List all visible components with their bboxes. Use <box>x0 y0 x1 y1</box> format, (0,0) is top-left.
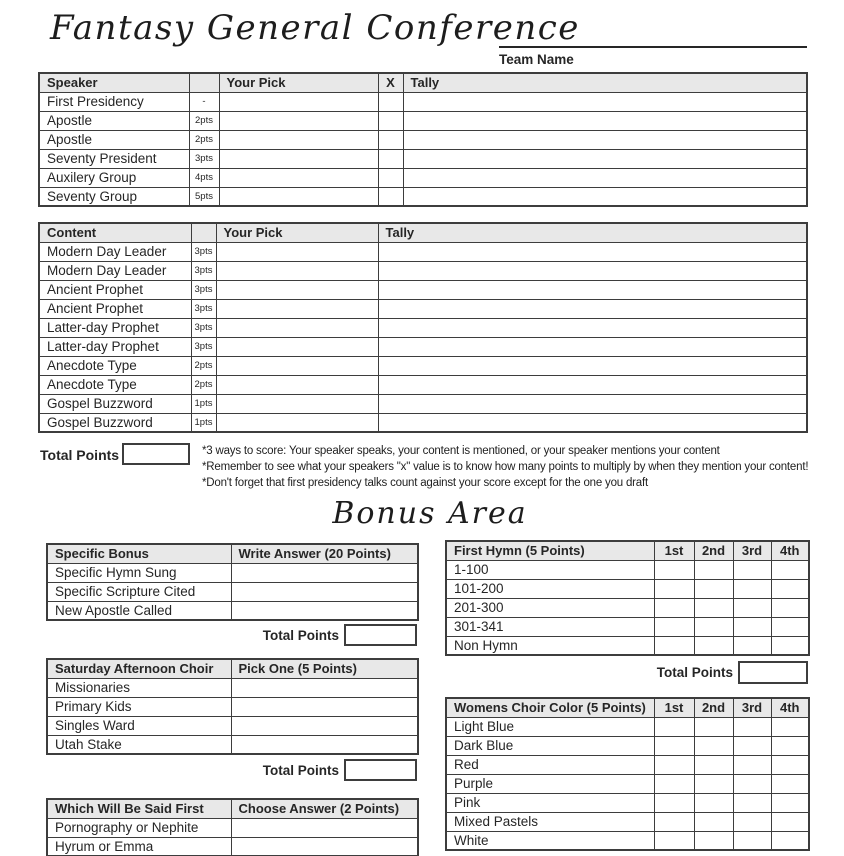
place-cell[interactable] <box>694 793 733 812</box>
speaker-column-header: Speaker <box>39 73 189 92</box>
table-row <box>39 280 807 299</box>
points-value: 3pts <box>191 318 216 337</box>
place-cell[interactable] <box>771 812 809 831</box>
table-row <box>39 394 807 413</box>
your-pick-column-header: Your Pick <box>216 223 378 242</box>
choir-option-label: Utah Stake <box>47 735 231 754</box>
saturday-choir-total-row <box>46 759 417 781</box>
total-points-label: Total Points <box>656 665 733 680</box>
choose-answer-header: Choose Answer (2 Points) <box>231 799 418 818</box>
place-cell[interactable] <box>694 831 733 850</box>
table-row <box>446 736 809 755</box>
scoring-notes <box>202 445 822 493</box>
tally-cell[interactable] <box>403 149 807 168</box>
content-label: Modern Day Leader <box>39 261 191 280</box>
table-row <box>39 111 807 130</box>
answer-cell[interactable] <box>231 601 418 620</box>
content-label: Ancient Prophet <box>39 299 191 318</box>
answer-cell[interactable] <box>231 735 418 754</box>
hymn-range-label: Non Hymn <box>446 636 654 655</box>
answer-cell[interactable] <box>231 697 418 716</box>
table-row <box>47 582 418 601</box>
your-pick-cell[interactable] <box>219 130 378 149</box>
choir-option-label: Singles Ward <box>47 716 231 735</box>
answer-cell[interactable] <box>231 582 418 601</box>
said-first-option-label: Hyrum or Emma <box>47 837 231 856</box>
points-value: 4pts <box>189 168 219 187</box>
first-hymn-header: First Hymn (5 Points) <box>446 541 654 560</box>
content-label: Gospel Buzzword <box>39 413 191 432</box>
place-header-3rd: 3rd <box>733 698 771 717</box>
points-value: 3pts <box>191 280 216 299</box>
x-cell[interactable] <box>378 92 403 111</box>
table-row <box>446 617 809 636</box>
points-value: 1pts <box>191 413 216 432</box>
bonus-label: Specific Hymn Sung <box>47 563 231 582</box>
place-header-1st: 1st <box>654 541 694 560</box>
content-label: Modern Day Leader <box>39 242 191 261</box>
content-label: Latter-day Prophet <box>39 337 191 356</box>
place-cell[interactable] <box>733 774 771 793</box>
scoring-note: *Remember to see what your speakers "x" value is to know how many points to multiply by when they mention your content! <box>202 461 809 473</box>
answer-cell[interactable] <box>231 678 418 697</box>
table-row <box>39 337 807 356</box>
speaker-label: Seventy President <box>39 149 189 168</box>
place-cell[interactable] <box>733 736 771 755</box>
points-value: 2pts <box>189 130 219 149</box>
points-value: 3pts <box>191 242 216 261</box>
place-cell[interactable] <box>771 598 809 617</box>
table-row <box>446 812 809 831</box>
your-pick-cell[interactable] <box>219 187 378 206</box>
scoring-note: *Don't forget that first presidency talks count against your score except for the one you draft <box>202 477 648 489</box>
place-cell[interactable] <box>654 831 694 850</box>
speaker-label: First Presidency <box>39 92 189 111</box>
tally-column-header: Tally <box>378 223 807 242</box>
tally-cell[interactable] <box>403 130 807 149</box>
speaker-table <box>38 72 808 207</box>
tally-cell[interactable] <box>378 413 807 432</box>
table-row <box>39 242 807 261</box>
place-cell[interactable] <box>694 636 733 655</box>
place-cell[interactable] <box>694 560 733 579</box>
said-first-option-label: Pornography or Nephite <box>47 818 231 837</box>
place-cell[interactable] <box>771 831 809 850</box>
choir-color-label: Dark Blue <box>446 736 654 755</box>
your-pick-cell[interactable] <box>219 111 378 130</box>
table-row <box>39 375 807 394</box>
table-row <box>446 579 809 598</box>
choir-option-label: Missionaries <box>47 678 231 697</box>
table-row <box>39 149 807 168</box>
tally-cell[interactable] <box>378 337 807 356</box>
tally-cell[interactable] <box>378 356 807 375</box>
table-row <box>39 168 807 187</box>
bonus-label: New Apostle Called <box>47 601 231 620</box>
place-cell[interactable] <box>771 579 809 598</box>
place-cell[interactable] <box>733 812 771 831</box>
points-value: 1pts <box>191 394 216 413</box>
table-row <box>39 130 807 149</box>
hymn-range-label: 101-200 <box>446 579 654 598</box>
choir-color-label: Mixed Pastels <box>446 812 654 831</box>
first-hymn-header-row <box>446 541 809 560</box>
place-header-1st: 1st <box>654 698 694 717</box>
speaker-label: Apostle <box>39 130 189 149</box>
choir-color-label: White <box>446 831 654 850</box>
place-cell[interactable] <box>654 717 694 736</box>
content-column-header: Content <box>39 223 191 242</box>
specific-bonus-total-row <box>46 624 417 646</box>
your-pick-cell[interactable] <box>216 394 378 413</box>
place-cell[interactable] <box>733 598 771 617</box>
saturday-choir-table <box>46 658 419 755</box>
your-pick-cell[interactable] <box>216 318 378 337</box>
tally-cell[interactable] <box>403 92 807 111</box>
tally-cell[interactable] <box>403 168 807 187</box>
place-cell[interactable] <box>771 736 809 755</box>
table-row <box>39 261 807 280</box>
total-points-label: Total Points <box>262 762 339 778</box>
place-cell[interactable] <box>654 755 694 774</box>
points-value: 2pts <box>191 375 216 394</box>
table-row <box>47 735 418 754</box>
content-label: Gospel Buzzword <box>39 394 191 413</box>
table-row <box>39 413 807 432</box>
your-pick-cell[interactable] <box>216 299 378 318</box>
x-column-header: X <box>378 73 403 92</box>
points-value: 3pts <box>189 149 219 168</box>
place-header-4th: 4th <box>771 698 809 717</box>
place-cell[interactable] <box>733 717 771 736</box>
place-cell[interactable] <box>654 774 694 793</box>
your-pick-cell[interactable] <box>216 280 378 299</box>
content-label: Anecdote Type <box>39 375 191 394</box>
place-cell[interactable] <box>771 755 809 774</box>
tally-cell[interactable] <box>378 394 807 413</box>
choir-color-label: Light Blue <box>446 717 654 736</box>
hymn-range-label: 201-300 <box>446 598 654 617</box>
your-pick-column-header: Your Pick <box>219 73 378 92</box>
place-header-4th: 4th <box>771 541 809 560</box>
tally-cell[interactable] <box>403 111 807 130</box>
place-cell[interactable] <box>733 755 771 774</box>
bonus-label: Specific Scripture Cited <box>47 582 231 601</box>
your-pick-cell[interactable] <box>219 149 378 168</box>
content-header-row <box>39 223 807 242</box>
bonus-area-title: Bonus Area <box>332 496 528 531</box>
place-cell[interactable] <box>771 636 809 655</box>
place-header-3rd: 3rd <box>733 541 771 560</box>
place-cell[interactable] <box>654 812 694 831</box>
write-answer-header: Write Answer (20 Points) <box>231 544 418 563</box>
place-cell[interactable] <box>694 812 733 831</box>
table-row <box>39 356 807 375</box>
place-cell[interactable] <box>654 598 694 617</box>
tally-cell[interactable] <box>378 261 807 280</box>
place-cell[interactable] <box>654 793 694 812</box>
place-cell[interactable] <box>694 736 733 755</box>
place-cell[interactable] <box>694 579 733 598</box>
table-row <box>446 717 809 736</box>
speaker-header-row <box>39 73 807 92</box>
place-header-2nd: 2nd <box>694 541 733 560</box>
place-cell[interactable] <box>771 717 809 736</box>
points-value: - <box>189 92 219 111</box>
saturday-choir-header: Saturday Afternoon Choir <box>47 659 231 678</box>
choir-option-label: Primary Kids <box>47 697 231 716</box>
table-row <box>446 636 809 655</box>
specific-bonus-table <box>46 543 419 621</box>
table-row <box>446 831 809 850</box>
your-pick-cell[interactable] <box>216 413 378 432</box>
your-pick-cell[interactable] <box>216 242 378 261</box>
answer-cell[interactable] <box>231 818 418 837</box>
place-cell[interactable] <box>694 774 733 793</box>
table-row <box>39 318 807 337</box>
womens-choir-header: Womens Choir Color (5 Points) <box>446 698 654 717</box>
choir-color-label: Purple <box>446 774 654 793</box>
content-label: Ancient Prophet <box>39 280 191 299</box>
table-row <box>47 716 418 735</box>
points-value: 3pts <box>191 261 216 280</box>
tally-cell[interactable] <box>378 299 807 318</box>
pts-column-header <box>189 73 219 92</box>
speaker-label: Seventy Group <box>39 187 189 206</box>
x-cell[interactable] <box>378 130 403 149</box>
hymn-range-label: 301-341 <box>446 617 654 636</box>
specific-bonus-header: Specific Bonus <box>47 544 231 563</box>
place-cell[interactable] <box>733 831 771 850</box>
place-cell[interactable] <box>733 793 771 812</box>
place-cell[interactable] <box>694 755 733 774</box>
answer-cell[interactable] <box>231 837 418 856</box>
table-row <box>39 92 807 111</box>
place-cell[interactable] <box>694 598 733 617</box>
content-label: Latter-day Prophet <box>39 318 191 337</box>
said-first-header: Which Will Be Said First <box>47 799 231 818</box>
answer-cell[interactable] <box>231 563 418 582</box>
total-points-label: Total Points <box>40 447 120 463</box>
table-row <box>446 755 809 774</box>
x-cell[interactable] <box>378 149 403 168</box>
table-row <box>39 299 807 318</box>
total-points-box[interactable] <box>344 759 417 781</box>
your-pick-cell[interactable] <box>219 92 378 111</box>
total-points-box[interactable] <box>738 661 808 684</box>
place-cell[interactable] <box>771 617 809 636</box>
points-value: 2pts <box>191 356 216 375</box>
tally-cell[interactable] <box>378 375 807 394</box>
place-cell[interactable] <box>733 579 771 598</box>
speaker-label: Auxilery Group <box>39 168 189 187</box>
saturday-choir-header-row <box>47 659 418 678</box>
x-cell[interactable] <box>378 187 403 206</box>
x-cell[interactable] <box>378 168 403 187</box>
table-row <box>47 697 418 716</box>
place-cell[interactable] <box>733 636 771 655</box>
scoring-note: *3 ways to score: Your speaker speaks, your content is mentioned, or your speaker mentions your content <box>202 445 720 457</box>
specific-bonus-header-row <box>47 544 418 563</box>
first-hymn-total-row <box>445 661 808 684</box>
place-cell[interactable] <box>654 579 694 598</box>
answer-cell[interactable] <box>231 716 418 735</box>
table-row <box>446 793 809 812</box>
table-row <box>446 560 809 579</box>
page-title: Fantasy General Conference <box>50 8 580 48</box>
your-pick-cell[interactable] <box>216 337 378 356</box>
your-pick-cell[interactable] <box>216 375 378 394</box>
your-pick-cell[interactable] <box>216 356 378 375</box>
place-cell[interactable] <box>733 560 771 579</box>
place-cell[interactable] <box>654 617 694 636</box>
table-row <box>47 818 418 837</box>
hymn-range-label: 1-100 <box>446 560 654 579</box>
tally-cell[interactable] <box>378 318 807 337</box>
table-row <box>47 678 418 697</box>
x-cell[interactable] <box>378 111 403 130</box>
table-row <box>47 563 418 582</box>
place-cell[interactable] <box>771 560 809 579</box>
points-value: 2pts <box>189 111 219 130</box>
team-name-label: Team Name <box>499 52 574 67</box>
table-row <box>446 774 809 793</box>
first-hymn-table <box>445 540 810 656</box>
your-pick-cell[interactable] <box>216 261 378 280</box>
table-row <box>47 837 418 856</box>
choir-color-label: Pink <box>446 793 654 812</box>
points-value: 3pts <box>191 299 216 318</box>
table-row <box>39 187 807 206</box>
table-row <box>446 598 809 617</box>
tally-cell[interactable] <box>378 280 807 299</box>
place-cell[interactable] <box>771 793 809 812</box>
place-header-2nd: 2nd <box>694 698 733 717</box>
choir-color-label: Red <box>446 755 654 774</box>
place-cell[interactable] <box>733 617 771 636</box>
points-value: 5pts <box>189 187 219 206</box>
place-cell[interactable] <box>694 717 733 736</box>
content-label: Anecdote Type <box>39 356 191 375</box>
place-cell[interactable] <box>654 636 694 655</box>
table-row <box>47 601 418 620</box>
womens-choir-table <box>445 697 810 851</box>
points-value: 3pts <box>191 337 216 356</box>
pts-column-header <box>191 223 216 242</box>
place-cell[interactable] <box>654 560 694 579</box>
said-first-table <box>46 798 419 856</box>
team-name-line[interactable] <box>499 46 807 48</box>
place-cell[interactable] <box>771 774 809 793</box>
tally-column-header: Tally <box>403 73 807 92</box>
total-points-label: Total Points <box>262 627 339 643</box>
place-cell[interactable] <box>654 736 694 755</box>
total-points-box[interactable] <box>122 443 190 465</box>
total-points-box[interactable] <box>344 624 417 646</box>
said-first-header-row <box>47 799 418 818</box>
womens-choir-header-row <box>446 698 809 717</box>
your-pick-cell[interactable] <box>219 168 378 187</box>
content-table <box>38 222 808 433</box>
tally-cell[interactable] <box>403 187 807 206</box>
tally-cell[interactable] <box>378 242 807 261</box>
place-cell[interactable] <box>694 617 733 636</box>
speaker-label: Apostle <box>39 111 189 130</box>
pick-one-header: Pick One (5 Points) <box>231 659 418 678</box>
